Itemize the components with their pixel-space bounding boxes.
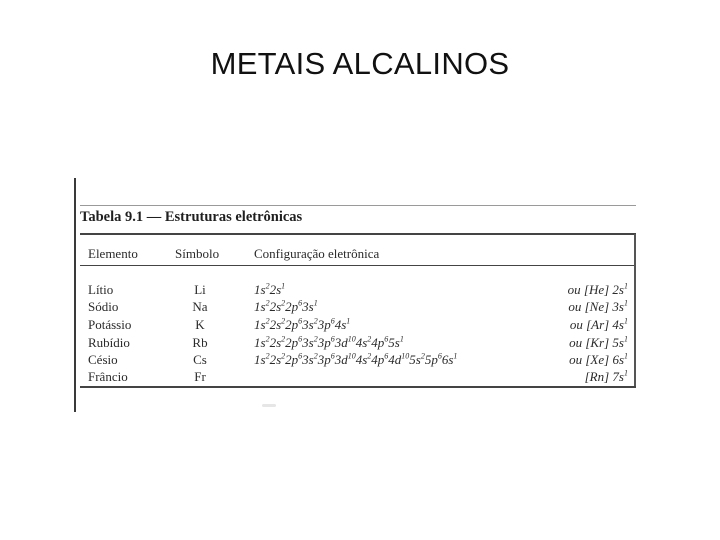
table-row <box>74 299 638 316</box>
element-name: Frâncio <box>88 369 128 384</box>
element-name: Lítio <box>88 282 114 297</box>
element-symbol: Na <box>192 299 208 314</box>
noble-gas-config: ou [Ar] $4s^1$ <box>569 316 628 332</box>
element-symbol: Li <box>194 282 206 297</box>
noble-gas-config: ou [Xe] $6s^1$ <box>569 351 628 367</box>
table-bottom-rule <box>80 386 636 388</box>
noble-gas-config: ou [Kr] $5s^1$ <box>569 334 628 350</box>
column-header-symbol: Símbolo <box>175 246 220 261</box>
element-name: Rubídio <box>88 335 130 350</box>
page-edge-top <box>80 205 636 206</box>
table-row <box>74 317 638 334</box>
element-symbol: K <box>195 317 205 332</box>
element-name: Potássio <box>88 317 132 332</box>
electron-config: $1s^22s^22p^63s^23p^64s^1$ <box>254 316 351 332</box>
electron-config: $1s^22s^22p^63s^23p^63d^{10}4s^24p^64d^{10}5s^25p^66s^1$ <box>254 351 458 367</box>
element-name: Césio <box>88 352 118 367</box>
scan-smudge <box>262 404 276 407</box>
element-symbol: Fr <box>194 369 206 384</box>
table-row <box>74 282 638 299</box>
table-row <box>74 352 638 369</box>
table-caption: Tabela 9.1 — Estruturas eletrônicas <box>80 209 303 225</box>
element-name: Sódio <box>88 299 119 314</box>
noble-gas-config: ou [He] $2s^1$ <box>567 281 628 297</box>
header-rule <box>80 265 636 266</box>
element-symbol: Cs <box>193 352 207 367</box>
slide-title: METAIS ALCALINOS <box>210 46 510 81</box>
table-top-rule <box>80 233 636 235</box>
electron-config: $1s^22s^22p^63s^23p^63d^{10}4s^24p^65s^1$ <box>254 334 404 350</box>
table-row <box>74 335 638 352</box>
table-row <box>74 369 638 386</box>
electron-config: $1s^22s^22p^63s^1$ <box>254 298 318 314</box>
scanned-table-image <box>74 178 638 414</box>
element-symbol: Rb <box>192 335 208 350</box>
column-header-element: Elemento <box>88 246 138 261</box>
electron-config: $1s^22s^1$ <box>254 281 286 297</box>
noble-gas-config: ou [Ne] $3s^1$ <box>568 298 628 314</box>
column-header-config: Configuração eletrônica <box>254 246 380 261</box>
noble-gas-config: [Rn] $7s^1$ <box>584 368 628 384</box>
